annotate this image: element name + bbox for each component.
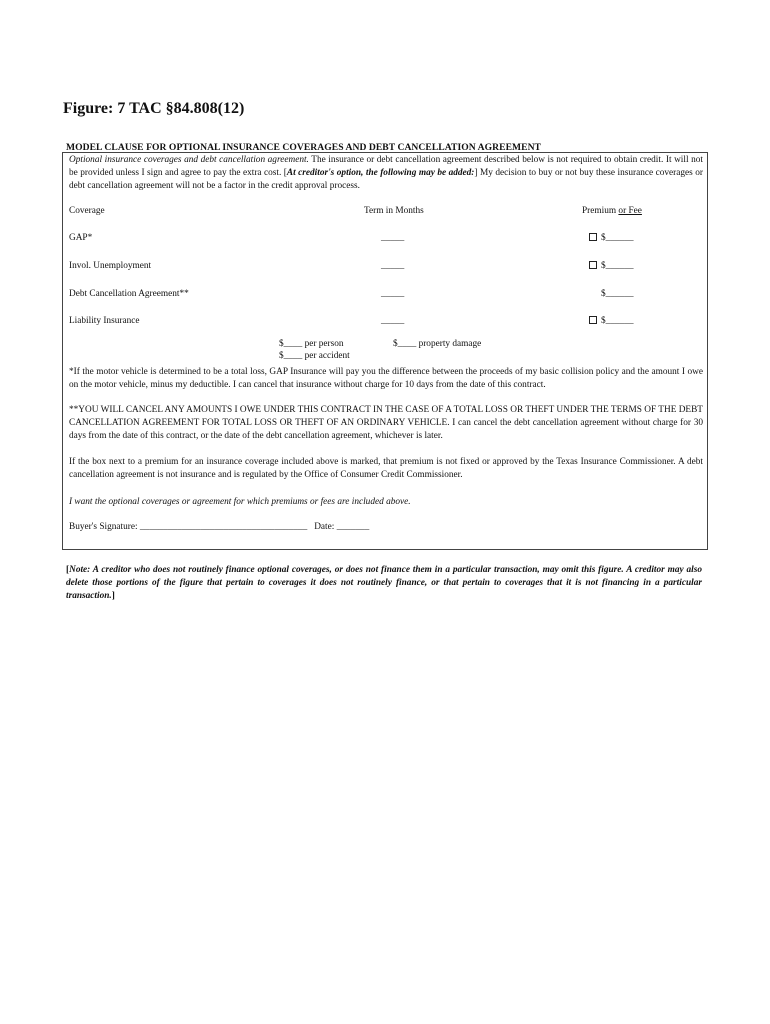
premium-value-gap[interactable]: $______	[601, 233, 634, 243]
premium-field-liability	[589, 316, 634, 326]
premium-checkbox-gap[interactable]	[589, 233, 597, 241]
term-field-liability[interactable]: _____	[381, 316, 405, 326]
box-top-border	[63, 152, 707, 153]
liability-per-person[interactable]: $____ per person	[279, 339, 344, 349]
premium-checkbox-unemployment[interactable]	[589, 261, 597, 269]
coverage-name-liability: Liability Insurance	[69, 316, 140, 326]
clause-box	[62, 152, 708, 550]
want-coverages-statement: I want the optional coverages or agreement for which premiums or fees are included above.	[69, 497, 411, 507]
premium-value-unemployment[interactable]: $______	[601, 261, 634, 271]
creditor-option-text: At creditor's option, the following may be added:	[286, 168, 475, 178]
coverage-column-header: Coverage	[69, 206, 105, 216]
coverage-name-gap: GAP*	[69, 233, 93, 243]
buyer-signature-line[interactable]: ____________________________________	[139, 522, 308, 532]
signature-row	[69, 522, 369, 532]
coverage-name-debt-cancellation: Debt Cancellation Agreement**	[69, 289, 189, 299]
liability-per-accident[interactable]: $____ per accident	[279, 351, 350, 361]
premium-label: Premium	[582, 206, 619, 216]
intro-lead: Optional insurance coverages and debt cancellation agreement.	[69, 155, 309, 165]
signature-label: Buyer's Signature:	[69, 522, 140, 532]
premium-checkbox-liability[interactable]	[589, 316, 597, 324]
date-label: Date:	[314, 522, 337, 532]
premium-column-header	[582, 206, 642, 216]
premium-value-liability[interactable]: $______	[601, 316, 634, 326]
signature-date-line[interactable]: _______	[336, 522, 370, 532]
creditor-note-text: Note: A creditor who does not routinely finance optional coverages, or does not finance them in a particular transaction, may omit this figure. A creditor may also delete those portions of the figure that pertain to coverages it does not routinely finance, or that pertain to coverages that it is not financing in a particular transaction.	[66, 565, 702, 601]
intro-paragraph	[69, 154, 703, 193]
premium-field-gap	[589, 233, 634, 243]
term-field-gap[interactable]: _____	[381, 233, 405, 243]
premium-field-unemployment	[589, 261, 634, 271]
creditor-note: [Note: A creditor who does not routinely finance optional coverages, or does not finance them in a particular transaction, may omit this figure. A creditor may also delete those portions of the figure that pertain to coverages it does not routinely finance, or that pertain to coverages that it is not financing in a particular transaction.]	[66, 565, 702, 601]
term-column-header: Term in Months	[364, 206, 424, 216]
figure-title: Figure: 7 TAC §84.808(12)	[63, 100, 245, 117]
coverage-name-unemployment: Invol. Unemployment	[69, 261, 152, 271]
premium-or-fee-label: or Fee	[618, 206, 642, 216]
gap-footnote: *If the motor vehicle is determined to be a total loss, GAP Insurance will pay you the difference between the proceeds of my basic collision policy and the amount I owe on the motor vehicle, minus my deductible. I can cancel that insurance without charge for 10 days from the date of this contract.	[69, 367, 703, 390]
term-field-unemployment[interactable]: _____	[381, 261, 405, 271]
premium-value-debt-cancellation[interactable]: $______	[601, 289, 634, 299]
intro-tail: ] My decision to buy or not buy these insurance coverages or debt cancellation agreement will not be a factor in the credit approval process.	[69, 168, 703, 191]
model-clause-header: MODEL CLAUSE FOR OPTIONAL INSURANCE COVERAGES AND DEBT CANCELLATION AGREEMENT	[66, 142, 541, 153]
intro-body: The insurance or debt cancellation agreement described below is not required to obtain credit. It will not be provided unless I sign and agree to pay the extra cost. [	[69, 155, 703, 178]
premium-box-disclosure: If the box next to a premium for an insurance coverage included above is marked, that premium is not fixed or approved by the Texas Insurance Commissioner. A debt cancellation agreement is not insurance and is regulated by the Office of Consumer Credit Commissioner.	[69, 457, 703, 480]
debt-cancellation-footnote: **YOU WILL CANCEL ANY AMOUNTS I OWE UNDER THIS CONTRACT IN THE CASE OF A TOTAL LOSS OR THEFT UNDER THE TERMS OF THE DEBT CANCELLATION AGREEMENT FOR TOTAL LOSS OR THEFT OF AN ORDINARY VEHICLE. I can cancel the debt cancellation agreement without charge for 30 days from the date of this contract, or the date of the debt cancellation agreement, whichever is later.	[69, 405, 703, 441]
term-field-debt-cancellation[interactable]: _____	[381, 289, 405, 299]
liability-property-damage[interactable]: $____ property damage	[393, 339, 482, 349]
